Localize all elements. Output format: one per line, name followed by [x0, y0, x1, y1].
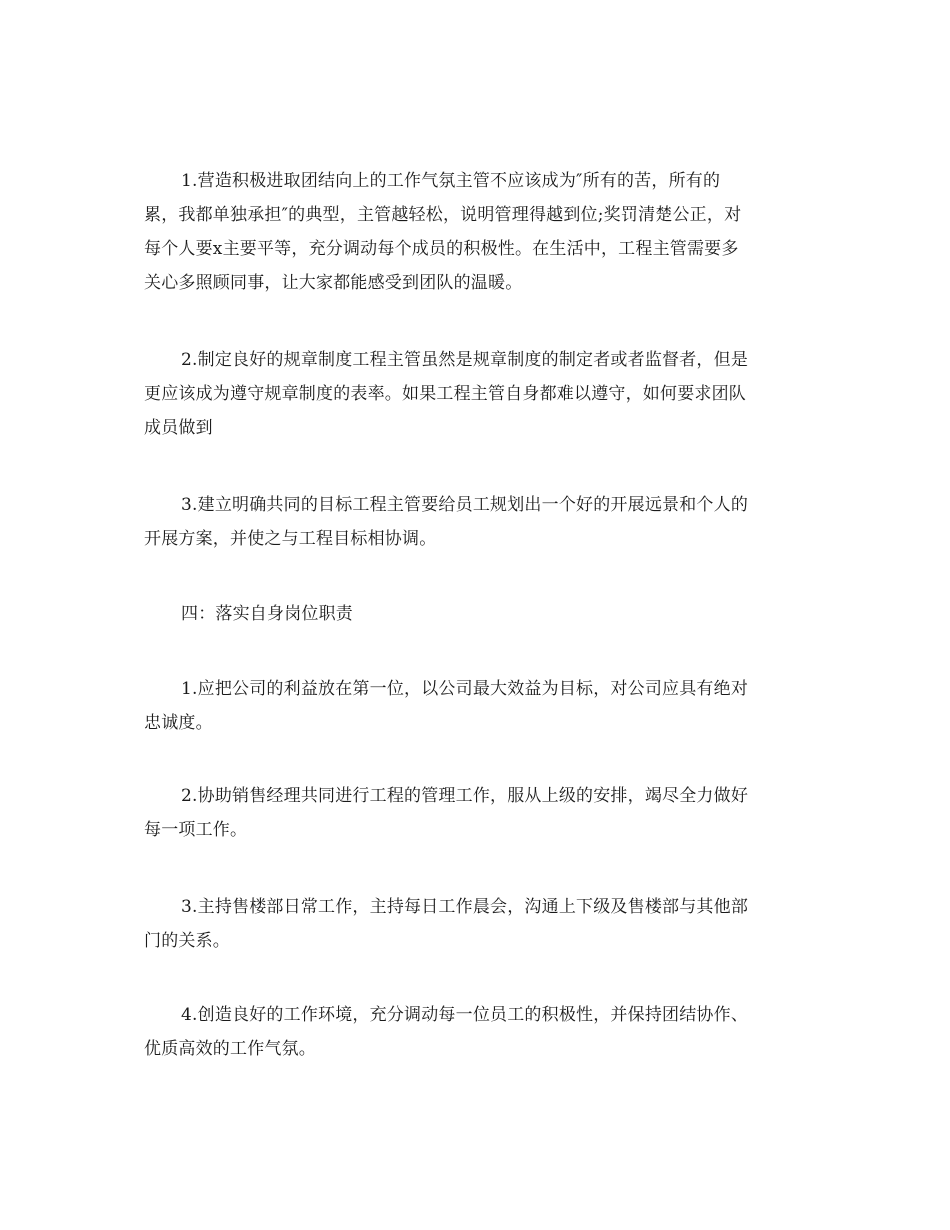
text-line: 累，我都单独承担″的典型，主管越轻松，说明管理得越到位;奖罚清楚公正，对: [144, 205, 742, 225]
paragraph-duty-2: [144, 779, 804, 847]
paragraph-team-atmosphere: [144, 164, 804, 300]
text-line: 成员做到: [144, 418, 213, 438]
text-line: 1.应把公司的利益放在第一位，以公司最大效益为目标，对公司应具有绝对: [181, 679, 749, 699]
text-line: 1.营造积极进取团结向上的工作气氛主管不应该成为″所有的苦，所有的: [181, 171, 721, 191]
paragraph-rules: [144, 343, 804, 445]
text-line: 每一项工作。: [144, 820, 248, 840]
text-line: 2.制定良好的规章制度工程主管虽然是规章制度的制定者或者监督者，但是: [181, 350, 749, 370]
heading-text: 四：落实自身岗位职责: [181, 604, 353, 624]
text-line: 忠诚度。: [144, 713, 213, 733]
text-line: 门的关系。: [144, 931, 230, 951]
paragraph-duty-4: [144, 998, 804, 1066]
text-line: 每个人要x主要平等，充分调动每个成员的积极性。在生活中，工程主管需要多: [144, 239, 739, 259]
text-line: 更应该成为遵守规章制度的表率。如果工程主管自身都难以遵守，如何要求团队: [144, 384, 746, 404]
paragraph-duty-1: [144, 672, 804, 740]
text-line: 4.创造良好的工作环境，充分调动每一位员工的积极性，并保持团结协作、: [181, 1005, 749, 1025]
paragraph-goals: [144, 488, 804, 556]
text-line: 优质高效的工作气氛。: [144, 1039, 316, 1059]
text-line: 2.协助销售经理共同进行工程的管理工作，服从上级的安排，竭尽全力做好: [181, 786, 749, 806]
text-line: 3.建立明确共同的目标工程主管要给员工规划出一个好的开展远景和个人的: [181, 495, 749, 515]
paragraph-duty-3: [144, 890, 804, 958]
text-line: 3.主持售楼部日常工作，主持每日工作晨会，沟通上下级及售楼部与其他部: [181, 897, 749, 917]
text-line: 关心多照顾同事，让大家都能感受到团队的温暖。: [144, 273, 523, 293]
text-line: 开展方案，并使之与工程目标相协调。: [144, 529, 437, 549]
section-heading: [144, 597, 804, 631]
